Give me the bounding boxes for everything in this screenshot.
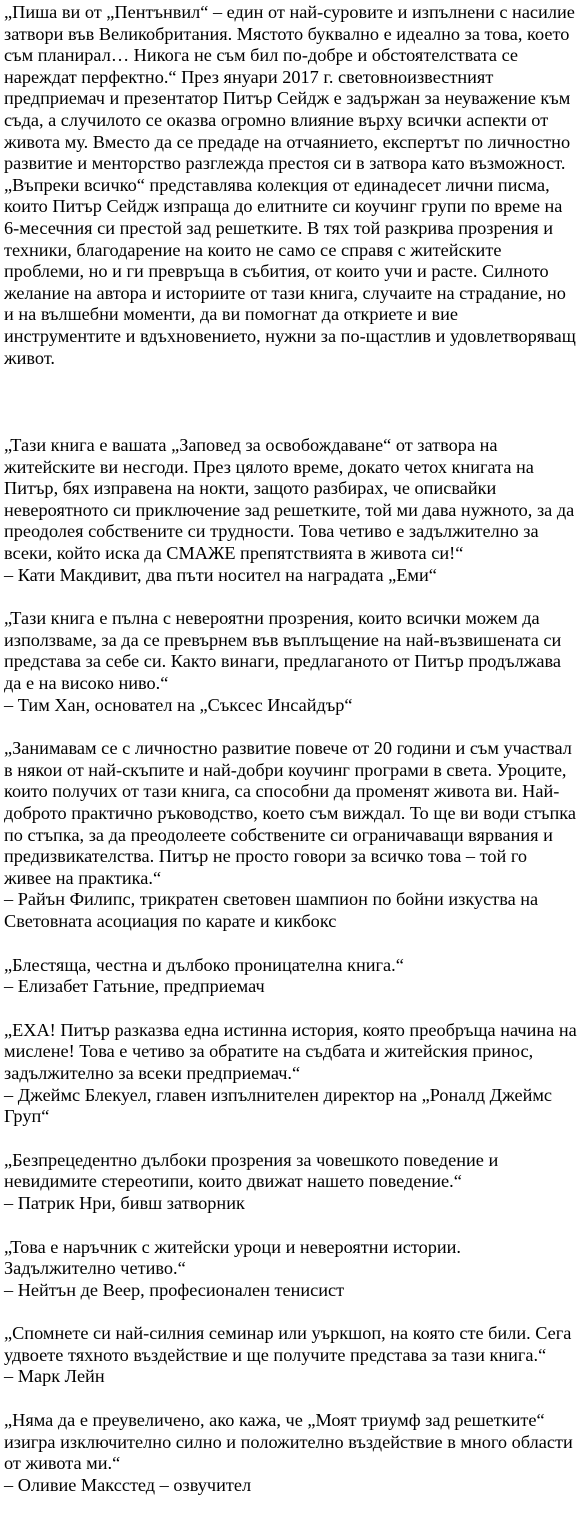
review-author: – Патрик Нри, бивш затворник xyxy=(4,1192,245,1213)
review-author: – Кати Макдивит, два пъти носител на наградата „Еми“ xyxy=(4,564,437,585)
review-quote: „Безпрецедентно дълбоки прозрения за човешкото поведение и невидимите стереотипи, които движат нашето поведение.“ xyxy=(4,1149,499,1192)
review-8 xyxy=(4,1323,577,1388)
review-4 xyxy=(4,955,577,998)
book-description: „Пиша ви от „Пентънвил“ – един от най-суровите и изпълнени с насилие затвори във Великобритания. Мястото буквално е идеално за това, което съм планирал… Никога не съм бил по-добре и обстоятелствата се нареждат перфектно.“ През януари 2017 г. световноизвестният предприемач и презентатор Питър Сейдж е задържан за неуважение към съда, а случилото се оказва огромно влияние върху всички аспекти от живота му. Вместо да се предаде на отчаянието, експертът по личностно развитие и менторство разглежда престоя си в затвора като възможност. „Въпреки всичко“ представлява колекция от единадесет лични писма, които Питър Сейдж изпраща до елитните си коучинг групи по време на 6-месечния си престой зад решетките. В тях той разкрива прозрения и техники, благодарение на които не само се справя с житейските проблеми, но и ги превръща в събития, от които учи и расте. Силното желание на автора и историите от тази книга, случаите на страдание, но и на вълшебни моменти, да ви помогнат да откриете и вие инструментите и вдъхновението, нужни за по-щастлив и удовлетворяващ живот. xyxy=(4,2,576,368)
review-author: – Тим Хан, основател на „Съксес Инсайдър“ xyxy=(4,694,353,715)
review-quote: „Блестяща, честна и дълбоко проницателна книга.“ xyxy=(4,954,404,975)
review-5 xyxy=(4,1020,577,1128)
review-quote: „Тази книга е пълна с невероятни прозрения, които всички можем да използваме, за да се превърнем във въплъщение на най-възвишената си представа за себе си. Както винаги, предлаганото от Питър продължава да е на високо ниво.“ xyxy=(4,608,562,694)
review-author: – Джеймс Блекуел, главен изпълнителен директор на „Роналд Джеймс Груп“ xyxy=(4,1084,553,1127)
review-quote: „Няма да е преувеличено, ако кажа, че „Моят триумф зад решетките“ изигра изключително силно и положително въздействие в много области от живота ми.“ xyxy=(4,1410,573,1474)
review-2 xyxy=(4,608,577,716)
section-spacer xyxy=(4,369,577,435)
review-1 xyxy=(4,435,577,586)
review-3 xyxy=(4,738,577,932)
review-quote: „ЕХА! Питър разказва една истинна история, която преобръща начина на мислене! Това е четиво за обратите на съдбата и житейския принос, задължително за всеки предприемач.“ xyxy=(4,1019,577,1083)
review-quote: „Спомнете си най-силния семинар или уъркшоп, на която сте били. Сега удвоете тяхното въздействие и ще получите представа за тази книга.“ xyxy=(4,1323,572,1365)
review-author: – Нейтън де Веер, професионален тенисист xyxy=(4,1279,345,1300)
review-quote: „Това е наръчник с житейски уроци и невероятни истории. Задължително четиво.“ xyxy=(4,1236,461,1279)
review-author: – Райън Филипс, трикратен световен шампион по бойни изкуства на Световната асоциация по карате и кикбокс xyxy=(4,889,539,931)
review-quote: „Тази книга е вашата „Заповед за освобождаване“ от затвора на житейските ви несгоди. През цялото време, докато четох книгата на Питър, бях изправена на нокти, защото разбирах, че описвайки невероятното си приключение зад решетките, той ми дава нужното, за да преодолея собствените си трудности. Това четиво е задължително за всеки, който иска да СМАЖЕ препятствията в живота си!“ xyxy=(4,435,575,564)
review-author: – Марк Лейн xyxy=(4,1366,105,1387)
review-9 xyxy=(4,1410,577,1496)
review-6 xyxy=(4,1150,577,1215)
review-7 xyxy=(4,1237,577,1302)
review-quote: „Занимавам се с личностно развитие повече от 20 години и съм участвал в някои от най-скъпите и най-добри коучинг програми в света. Уроците, които получих от тази книга, са способни да променят живота ви. Най-доброто практично ръководство, което съм виждал. То ще ви води стъпка по стъпка, за да преодолеете собствените си ограничаващи вярвания и предизвикателства. Питър не просто говори за всичко това – той го живее на практика.“ xyxy=(4,738,576,888)
review-author: – Оливие Максстед – озвучител xyxy=(4,1474,252,1495)
review-author: – Елизабет Гатьние, предприемач xyxy=(4,976,265,997)
book-description-page xyxy=(4,2,577,1518)
